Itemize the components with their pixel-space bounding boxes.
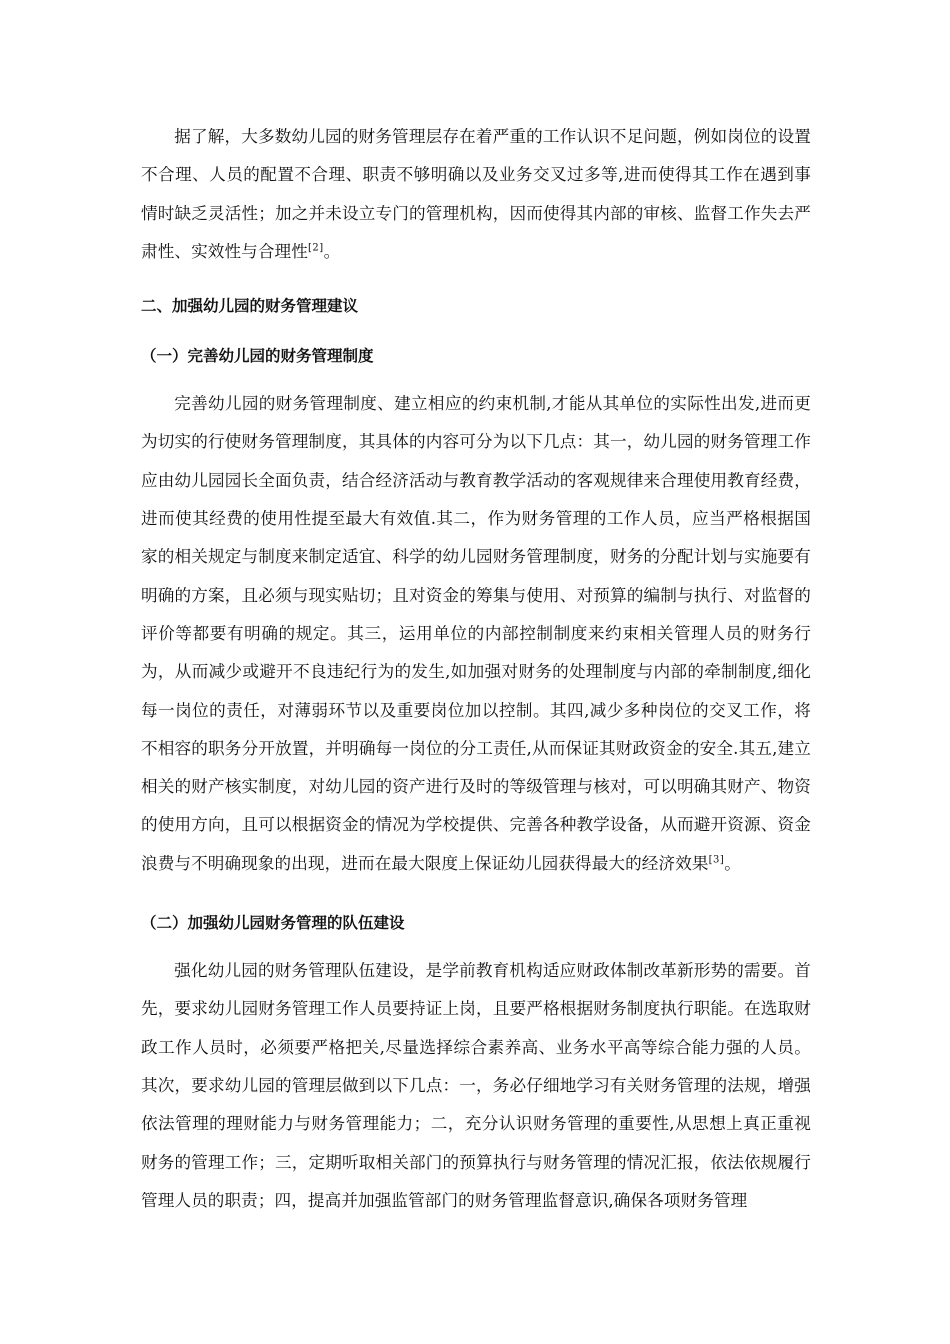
subsection-heading-1: （一）完善幼儿园的财务管理制度	[141, 347, 374, 366]
paragraph-text: 完善幼儿园的财务管理制度、建立相应的约束机制,才能从其单位的实际性出发,进而更为切实的行使财务管理制度，其具体的内容可分为以下几点：其一，幼儿园的财务管理工作应由幼儿园园长全面负责，结合经济活动与教育教学活动的客观规律来合理使用教育经费，进而使其经费的使用性提至最大有效值.其二，作为财务管理的工作人员，应当严格根据国家的相关规定与制度来制定适宜、科学的幼儿园财务管理制度，财务的分配计划与实施要有明确的方案，且必须与现实贴切；且对资金的筹集与使用、对预算的编制与执行、对监督的评价等都要有明确的规定。其三，运用单位的内部控制制度来约束相关管理人员的财务行为，从而减少或避开不良违纪行为的发生,如加强对财务的处理制度与内部的牵制制度,细化每一岗位的责任，对薄弱环节以及重要岗位加以控制。其四,减少多种岗位的交叉工作，将不相容的职务分开放置，并明确每一岗位的分工责任,从而保证其财政资金的安全.其五,建立相关的财产核实制度，对幼儿园的资产进行及时的等级管理与核对，可以明确其财产、物资的使用方向，且可以根据资金的情况为学校提供、完善各种教学设备，从而避开资源、资金浪费与不明确现象的出现，进而在最大限度上保证幼儿园获得最大的经济效果	[141, 394, 811, 873]
paragraph-team-building	[141, 952, 811, 1220]
paragraph-summary	[141, 118, 811, 271]
subsection-heading-2: （二）加强幼儿园财务管理的队伍建设	[141, 914, 405, 933]
paragraph-text: 强化幼儿园的财务管理队伍建设，是学前教育机构适应财政体制改革新形势的需要。首先，要求幼儿园财务管理工作人员要持证上岗，且要严格根据财务制度执行职能。在选取财政工作人员时，必须要严格把关,尽量选择综合素养高、业务水平高等综合能力强的人员。其次，要求幼儿园的管理层做到以下几点：一，务必仔细地学习有关财务管理的法规，增强依法管理的理财能力与财务管理能力；二，充分认识财务管理的重要性,从思想上真正重视财务的管理工作；三，定期听取相关部门的预算执行与财务管理的情况汇报，依法依规履行管理人员的职责；四，提高并加强监管部门的财务管理监督意识,确保各项财务管理	[141, 961, 811, 1210]
paragraph-financial-system	[141, 385, 811, 883]
citation-marker: [3]	[708, 854, 725, 866]
document-page	[141, 118, 811, 1220]
section-heading: 二、加强幼儿园的财务管理建议	[141, 297, 359, 316]
paragraph-text: 据了解，大多数幼儿园的财务管理层存在着严重的工作认识不足问题，例如岗位的设置不合理、人员的配置不合理、职责不够明确以及业务交叉过多等,进而使得其工作在遇到事情时缺乏灵活性；加之并未设立专门的管理机构，因而使得其内部的审核、监督工作失去严肃性、实效性与合理性	[141, 127, 811, 261]
citation-marker: [2]	[307, 242, 324, 254]
paragraph-end: 。	[724, 853, 741, 873]
paragraph-end: 。	[323, 241, 341, 261]
